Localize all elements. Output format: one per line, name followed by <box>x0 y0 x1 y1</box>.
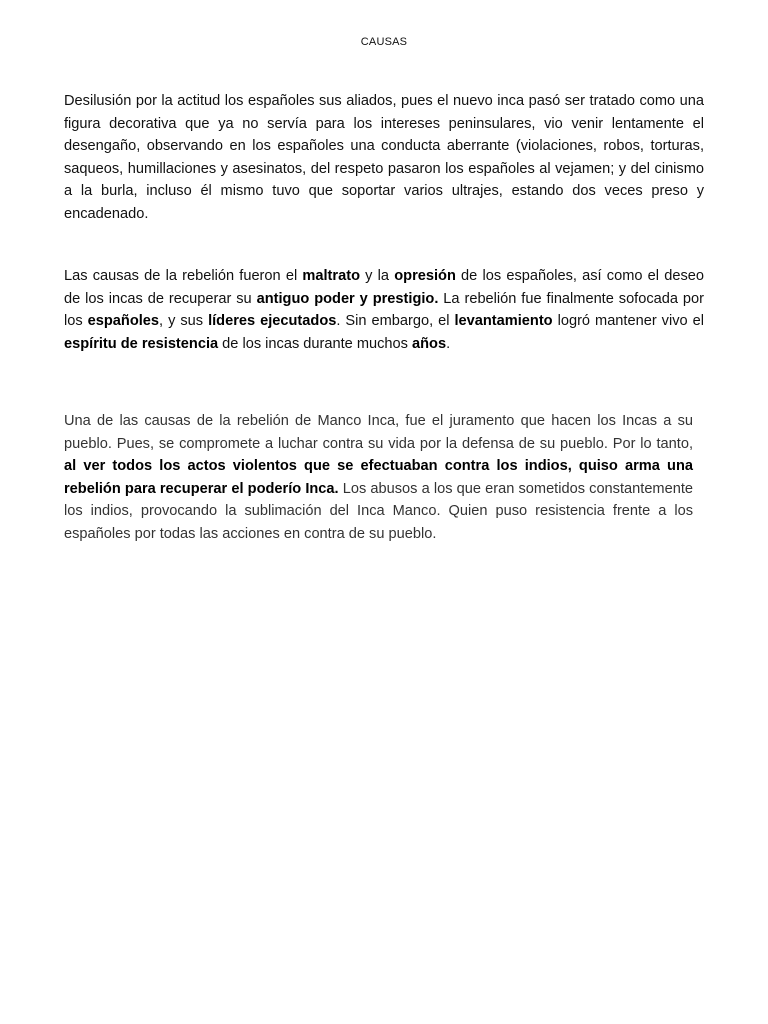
p2-text-6: . Sin embargo, el <box>336 313 455 330</box>
paragraph-3 <box>64 410 693 546</box>
paragraph-2 <box>64 265 704 355</box>
paragraph-1: Desilusión por la actitud los españoles sus aliados, pues el nuevo inca pasó ser tratado como una figura decorativa que ya no servía para los intereses peninsulares, vio venir lentamente el desengaño, observando en los españoles una conducta aberrante (violaciones, robos, torturas, saqueos, humillaciones y asesinatos, del respeto pasaron los españoles al vejamen; y del cinismo a la burla, incluso él mismo tuvo que soportar varios ultrajes, estando dos veces preso y encadenado. <box>64 93 704 222</box>
p3-text-1: Una de las causas de la rebelión de Manco Inca, fue el juramento que hacen los Incas a su pueblo. Pues, se compromete a luchar contra su vida por la defensa de su pueblo. Por lo tanto, <box>64 413 693 452</box>
p2-text-8: de los incas durante muchos <box>218 335 413 352</box>
p2-text-1: Las causas de la rebelión fueron el <box>64 268 303 284</box>
p2-text-9: . <box>446 335 451 352</box>
p2-text-7: logró mantener vivo el <box>552 313 704 330</box>
p3-text-2: Los abusos a los que eran sometidos constantemente los indios, provocando la sublimación del Inca Manco. Quien puso resistencia frente a los españoles por todas las acciones en contra de su pueblo. <box>64 480 693 542</box>
document-title: CAUSAS <box>360 36 408 48</box>
p2-text-2: y la <box>359 268 395 284</box>
p2-bold-lideres: líderes ejecutados <box>208 313 337 330</box>
p3-bold-sentence: al ver todos los actos violentos que se efectuaban contra los indios, quiso arma una rebelión para recuperar el poderío Inca. <box>64 458 693 497</box>
p2-bold-opresion: opresión <box>394 268 456 284</box>
p2-text-4: La rebelión fue finalmente sofocada por los <box>64 290 705 330</box>
p2-bold-maltrato: maltrato <box>302 268 360 284</box>
p2-bold-antiguo-poder: antiguo poder y prestigio. <box>256 290 439 307</box>
p2-text-5: , y sus <box>159 313 209 330</box>
p2-bold-espiritu: espíritu de resistencia <box>64 335 219 352</box>
p2-bold-levantamiento: levantamiento <box>454 313 553 330</box>
p2-bold-espanoles: españoles <box>87 313 160 330</box>
p2-bold-anos: años <box>412 335 447 352</box>
p2-text-3: de los españoles, así como el deseo de los incas de recuperar su <box>64 268 704 307</box>
